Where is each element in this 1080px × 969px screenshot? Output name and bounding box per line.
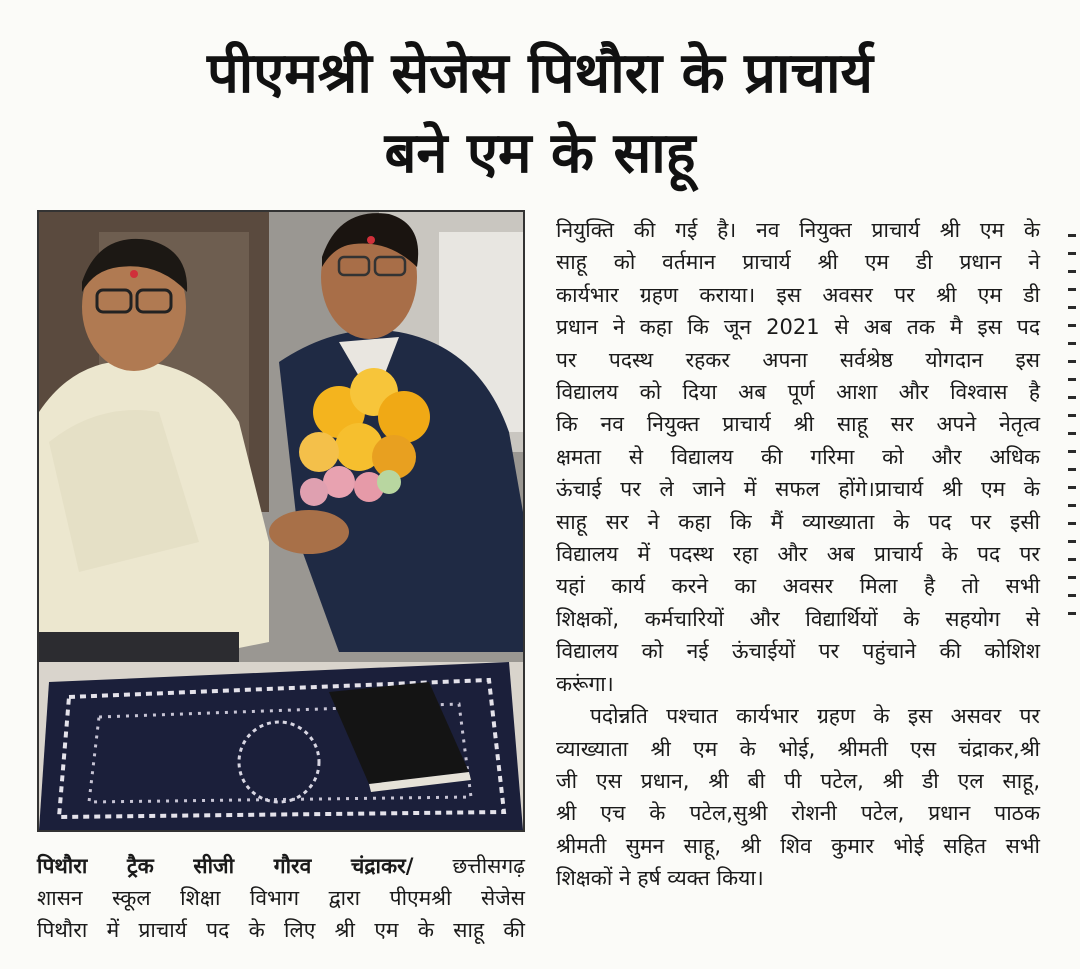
article-line: क्षमता से विद्यालय की गरिमा को और अधिक (556, 444, 1040, 469)
article-line: श्री एच के पटेल,सुश्री रोशनी पटेल, प्रधान पाठक (556, 801, 1040, 826)
article-line: शिक्षकों ने हर्ष व्यक्त किया। (556, 866, 764, 891)
article-line: पदोन्नति पश्चात कार्यभार ग्रहण के इस असवर पर (590, 704, 1040, 729)
caption-byline: पिथौरा ट्रैक सीजी गौरव चंद्राकर/ (37, 854, 414, 878)
article-body (556, 214, 1040, 895)
article-line: पर पदस्थ रहकर अपना सर्वश्रेष्ठ योगदान इस (556, 347, 1040, 372)
caption-line-1 (37, 850, 525, 882)
article-line: प्रधान ने कहा कि जून 2021 से अब तक मै इस पद (556, 315, 1040, 340)
article-line: विद्यालय को दिया अब पूर्ण आशा और विश्वास है (556, 380, 1040, 405)
article-line: यहां कार्य करने का अवसर मिला है तो सभी (556, 574, 1040, 599)
article-line: जी एस प्रधान, श्री बी पी पटेल, श्री डी एल साहू, (556, 768, 1040, 793)
article-line: कि नव नियुक्त प्राचार्य श्री साहू सर अपने नेतृत्व (556, 412, 1040, 437)
article-line: ऊंचाई पर ले जाने में सफल होंगे।प्राचार्य श्री एम के (556, 477, 1040, 502)
article-line: विद्यालय को नई ऊंचाईयों पर पहुंचाने की कोशिश (556, 639, 1040, 664)
headline-line-2: बने एम के साहू (384, 121, 696, 186)
adjacent-column-fragment (1068, 220, 1080, 969)
article-line: कार्यभार ग्रहण कराया। इस अवसर पर श्री एम डी (556, 282, 1040, 307)
photo-caption (37, 850, 525, 946)
caption-line-1-rest: छत्तीसगढ़ (413, 854, 525, 878)
headline-line-1: पीएमश्री सेजेस पिथौरा के प्राचार्य (206, 41, 874, 106)
article-line: विद्यालय में पदस्थ रहा और अब प्राचार्य के पद पर (556, 542, 1040, 567)
article-line: साहू सर ने कहा कि मैं व्याख्याता के पद पर इसी (556, 509, 1040, 534)
caption-line-2: शासन स्कूल शिक्षा विभाग द्वारा पीएमश्री सेजेस (37, 886, 525, 910)
photo-two-men-bouquet-icon (39, 212, 523, 830)
article-line: व्याख्याता श्री एम के भोई, श्रीमती एस चंद्राकर,श्री (556, 736, 1040, 761)
caption-line-3: पिथौरा में प्राचार्य पद के लिए श्री एम के साहू की (37, 918, 525, 942)
news-photo (37, 210, 525, 832)
article-line: साहू को वर्तमान प्राचार्य श्री एम डी प्रधान ने (556, 250, 1040, 275)
article-line: श्रीमती सुमन साहू, श्री शिव कुमार भोई सहित सभी (556, 833, 1040, 858)
article-line: नियुक्ति की गई है। नव नियुक्त प्राचार्य श्री एम के (556, 218, 1040, 242)
article-line: करूंगा। (556, 671, 614, 696)
article-line: शिक्षकों, कर्मचारियों और विद्यार्थियों के सहयोग से (556, 606, 1040, 631)
